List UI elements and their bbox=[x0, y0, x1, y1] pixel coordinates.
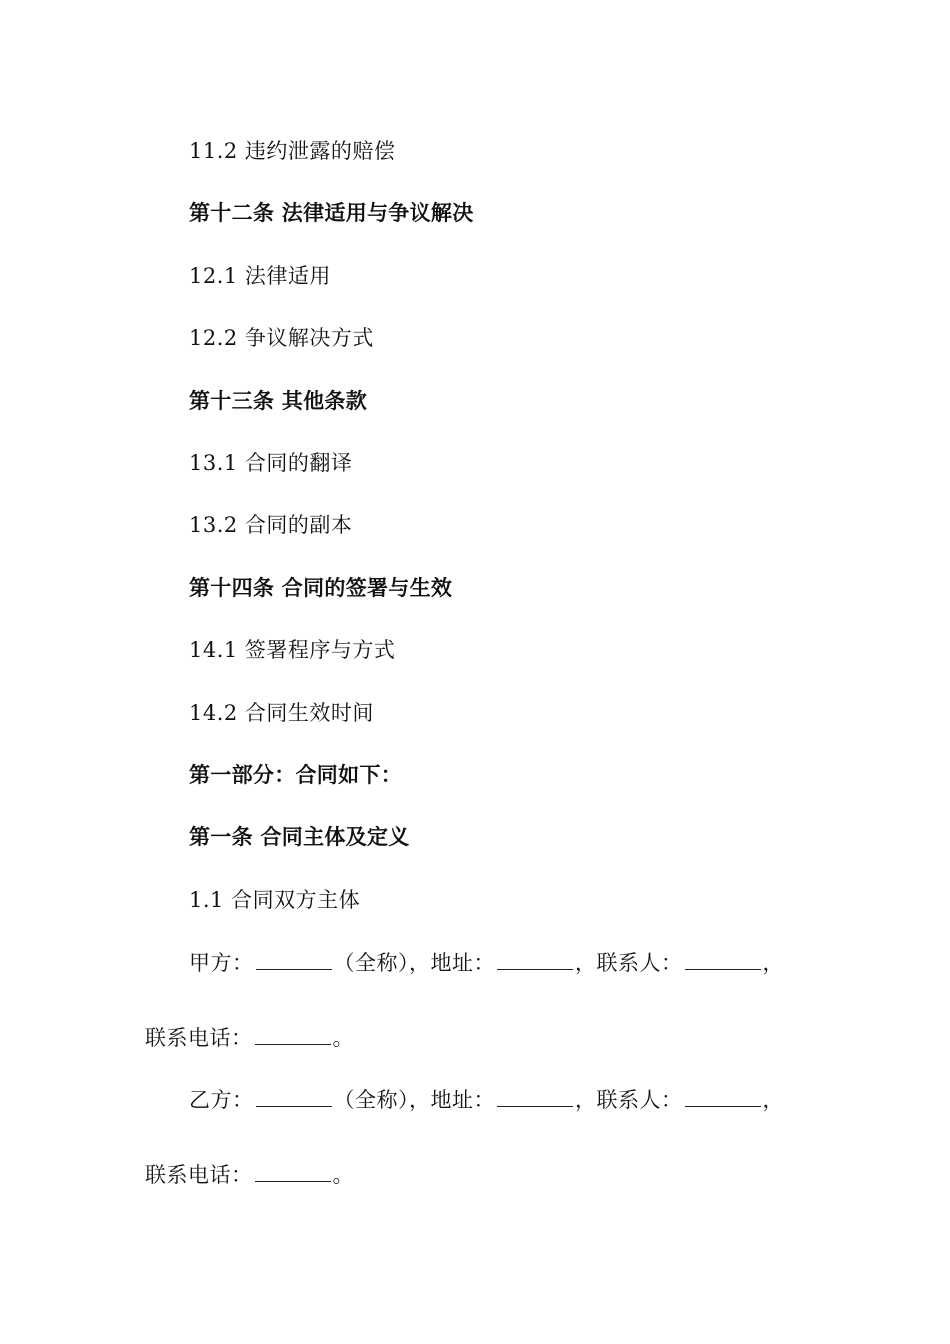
party-b-contact-label: ，联系人： bbox=[575, 1088, 683, 1112]
party-b-address-blank[interactable] bbox=[497, 1086, 573, 1107]
party-a-phone-blank[interactable] bbox=[255, 1024, 331, 1045]
party-a-phone-line bbox=[145, 1023, 354, 1053]
party-a-line bbox=[189, 948, 784, 978]
party-b-phone-blank[interactable] bbox=[255, 1161, 331, 1182]
party-a-phone-label: 联系电话： bbox=[145, 1026, 253, 1050]
party-b-trailing: ， bbox=[762, 1088, 784, 1112]
clause-1-1: 1.1 合同双方主体 bbox=[189, 888, 361, 912]
party-b-fullname-label: （全称），地址： bbox=[333, 1088, 495, 1112]
party-a-name-blank[interactable] bbox=[256, 949, 332, 970]
article-13-heading: 第十三条 其他条款 bbox=[189, 389, 368, 413]
party-b-phone-line bbox=[145, 1160, 354, 1190]
party-b-line bbox=[189, 1085, 784, 1115]
clause-13-2: 13.2 合同的副本 bbox=[189, 513, 353, 537]
clause-12-1: 12.1 法律适用 bbox=[189, 264, 331, 288]
clause-14-2: 14.2 合同生效时间 bbox=[189, 701, 374, 725]
clause-13-1: 13.1 合同的翻译 bbox=[189, 451, 353, 475]
article-1-heading: 第一条 合同主体及定义 bbox=[189, 825, 410, 849]
party-b-end: 。 bbox=[332, 1163, 354, 1187]
party-a-end: 。 bbox=[332, 1026, 354, 1050]
party-a-address-blank[interactable] bbox=[497, 949, 573, 970]
party-b-contact-blank[interactable] bbox=[685, 1086, 761, 1107]
party-a-fullname-label: （全称），地址： bbox=[333, 951, 495, 975]
party-a-contact-label: ，联系人： bbox=[575, 951, 683, 975]
party-b-label: 乙方： bbox=[189, 1088, 254, 1112]
article-14-heading: 第十四条 合同的签署与生效 bbox=[189, 576, 453, 600]
clause-12-2: 12.2 争议解决方式 bbox=[189, 326, 374, 350]
clause-11-2: 11.2 违约泄露的赔偿 bbox=[189, 139, 396, 163]
article-12-heading: 第十二条 法律适用与争议解决 bbox=[189, 201, 474, 225]
clause-14-1: 14.1 签署程序与方式 bbox=[189, 638, 396, 662]
party-b-name-blank[interactable] bbox=[256, 1086, 332, 1107]
party-a-contact-blank[interactable] bbox=[685, 949, 761, 970]
party-a-trailing: ， bbox=[762, 951, 784, 975]
party-b-phone-label: 联系电话： bbox=[145, 1163, 253, 1187]
part-one-heading: 第一部分：合同如下： bbox=[189, 763, 402, 787]
party-a-label: 甲方： bbox=[189, 951, 254, 975]
